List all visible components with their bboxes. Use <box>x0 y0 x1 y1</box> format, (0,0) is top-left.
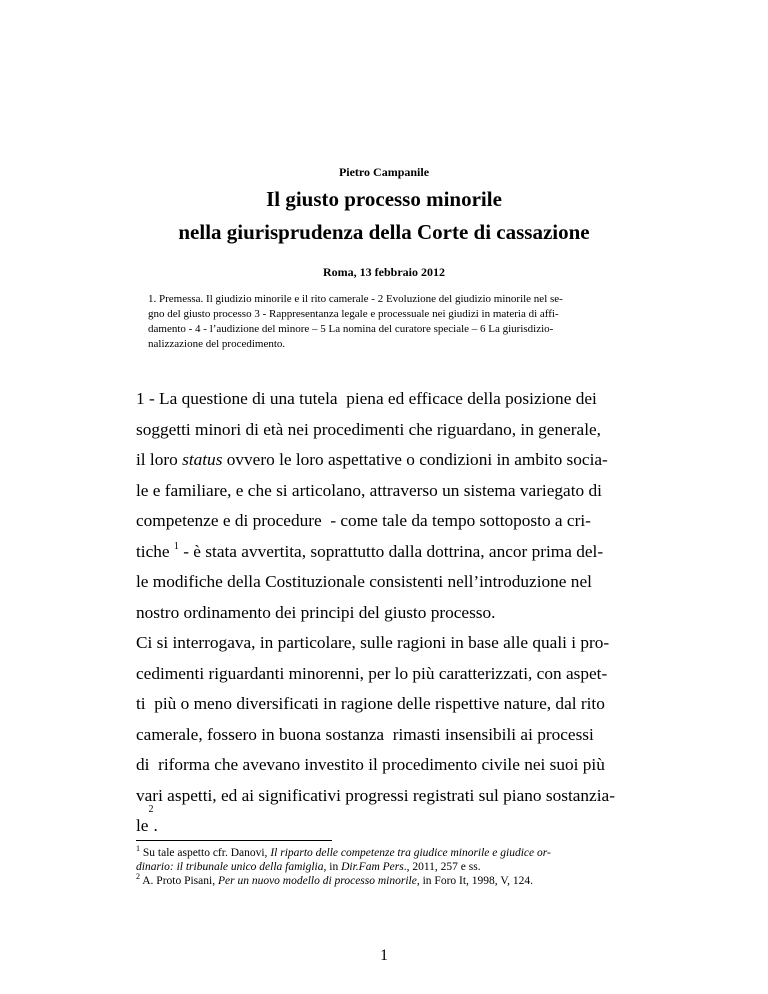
author-name: Pietro Campanile <box>338 165 430 179</box>
body-line: le modifiche della Costituzionale consistenti nell’introduzione nel <box>136 572 592 591</box>
document-date: Roma, 13 febbraio 2012 <box>323 265 445 279</box>
footnote-divider <box>136 840 332 841</box>
toc-line: damento - 4 - l’audizione del minore – 5 La nomina del curatore speciale – 6 La giurisdizio- <box>148 323 554 335</box>
body-text-run: il loro <box>136 450 183 469</box>
footnotes <box>136 846 642 888</box>
footnote <box>136 846 642 860</box>
footnote-continuation <box>136 860 642 874</box>
body-line: di riforma che avevano investito il procedimento civile nei suoi più <box>136 755 605 774</box>
footnote-ref[interactable]: 1 <box>173 540 179 552</box>
body-text-run: ovvero le loro aspettative o condizioni in ambito socia- <box>222 450 608 469</box>
footnote-text: , in Foro It, 1998, V, 124. <box>416 875 534 887</box>
body-text-run: le <box>136 816 149 835</box>
footnote-ref[interactable]: 2 <box>148 804 154 815</box>
body-text-run: - è stata avvertita, soprattutto dalla dottrina, ancor prima del- <box>178 541 604 561</box>
page-number: 1 <box>380 947 388 964</box>
document-title <box>0 183 768 249</box>
body-text-run: . <box>153 816 158 835</box>
table-of-contents <box>148 292 638 352</box>
italic-term: status <box>182 450 223 469</box>
body-line: camerale, fossero in buona sostanza rimasti insensibili ai processi <box>136 724 594 744</box>
toc-line: nalizzazione del procedimento. <box>148 338 286 350</box>
footnote-number: 1 <box>136 844 140 854</box>
body-line: Ci si interrogava, in particolare, sulle ragioni in base alle quali i pro- <box>136 633 610 652</box>
body-text <box>136 384 642 842</box>
footnote-italic: Per un nuovo modello di processo minorile <box>217 875 417 887</box>
body-line: 1 - La questione di una tutela piena ed efficace della posizione dei <box>136 389 597 408</box>
footnote-text: , in <box>323 861 342 873</box>
footnote-text: ., 2011, 257 e ss. <box>403 861 481 873</box>
title-line: nella giurisprudenza della Corte di cassazione <box>178 220 590 244</box>
body-text-run: tiche <box>136 541 174 561</box>
body-line <box>136 537 642 568</box>
footnote-italic: Dir.Fam Pers <box>341 861 404 873</box>
toc-line: 1. Premessa. Il giudizio minorile e il rito camerale - 2 Evoluzione del giudizio minorile nel se- <box>148 293 563 305</box>
body-line <box>136 804 642 842</box>
footnote-text: Su tale aspetto cfr. Danovi, <box>140 847 271 859</box>
body-line: soggetti minori di età nei procedimenti che riguardano, in generale, <box>136 419 601 439</box>
title-line: Il giusto processo minorile <box>266 187 502 211</box>
footnote-italic: dinario: il tribunale unico della famiglia <box>136 861 324 873</box>
body-line: vari aspetti, ed ai significativi progressi registrati sul piano sostanzia- <box>136 785 615 805</box>
body-line <box>136 445 642 476</box>
body-line: ti più o meno diversificati in ragione delle rispettive nature, dal rito <box>136 694 605 713</box>
footnote-number: 2 <box>136 872 140 882</box>
footnote-text: A. Proto Pisani, <box>140 875 218 887</box>
body-line: le e familiare, e che si articolano, attraverso un sistema variegato di <box>136 480 602 500</box>
body-line: competenze e di procedure - come tale da tempo sottoposto a cri- <box>136 511 591 530</box>
body-line: nostro ordinamento dei principi del giusto processo. <box>136 602 496 622</box>
body-line: cedimenti riguardanti minorenni, per lo più caratterizzati, con aspet- <box>136 663 608 683</box>
footnote-italic: Il riparto delle competenze tra giudice minorile e giudice or- <box>270 847 551 859</box>
toc-line: gno del giusto processo 3 - Rappresentanza legale e processuale nei giudizi in materia di affi- <box>148 308 559 320</box>
footnote <box>136 874 642 888</box>
